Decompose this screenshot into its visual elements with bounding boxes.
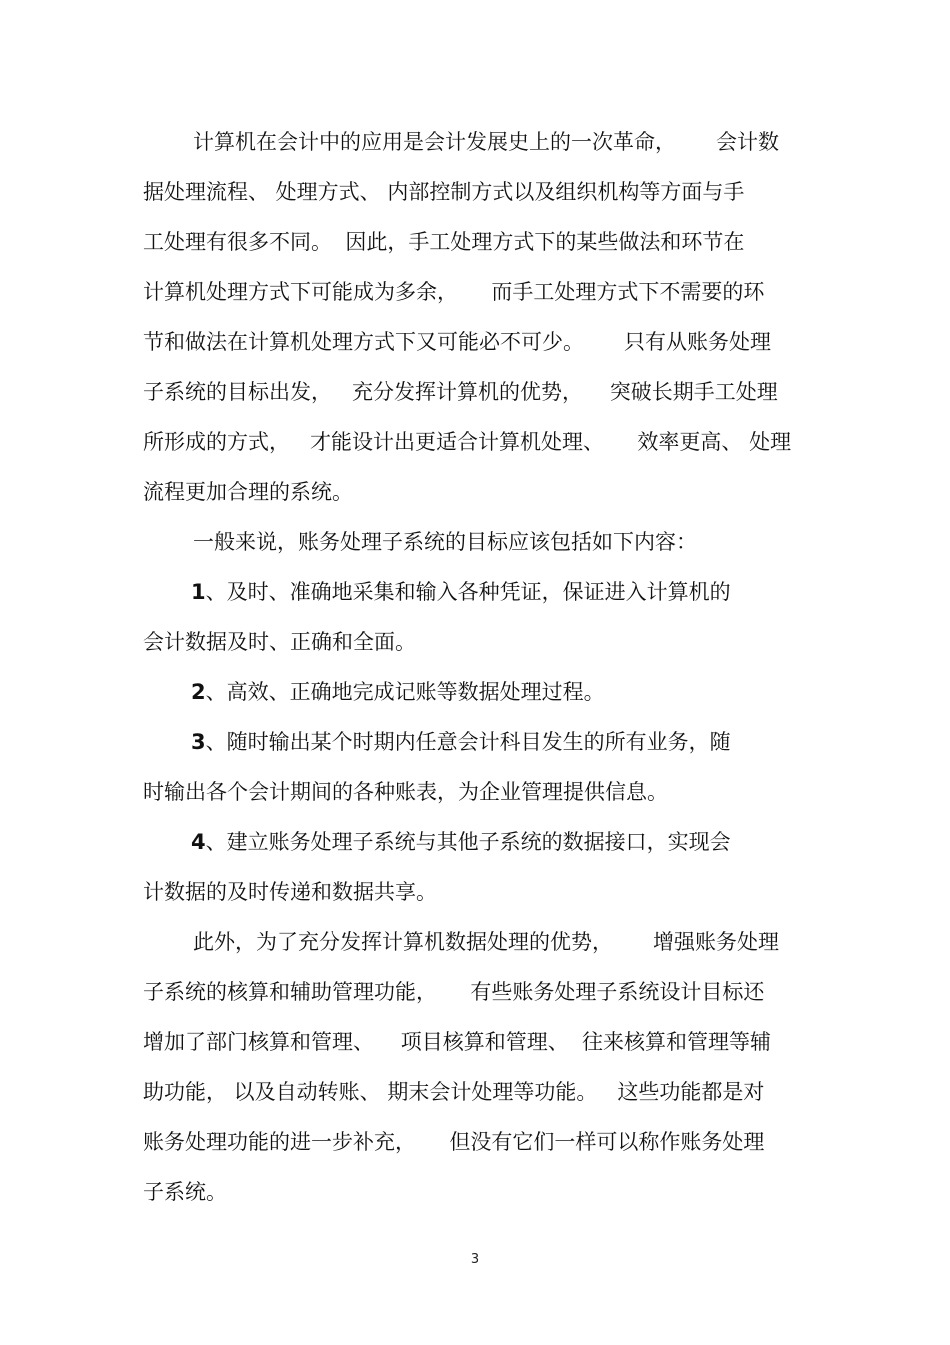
list-item-3-line-2: 时输出各个会计期间的各种账表，为企业管理提供信息。 — [143, 780, 668, 804]
list-item-3-number: 3 — [191, 730, 206, 754]
paragraph1-line-5: 节和做法在计算机处理方式下又可能必不可少。 只有从账务处理 — [143, 330, 772, 354]
list-item-2-number: 2 — [191, 680, 206, 704]
paragraph1-line-8: 流程更加合理的系统。 — [143, 480, 353, 504]
paragraph1-line-3: 工处理有很多不同。 因此，手工处理方式下的某些做法和环节在 — [143, 230, 745, 254]
paragraph1-line-4: 计算机处理方式下可能成为多余， 而手工处理方式下不需要的环 — [143, 280, 765, 304]
paragraph3-line-6: 子系统。 — [143, 1180, 227, 1204]
list-item-1-line-1 — [191, 579, 731, 605]
paragraph3-line-3: 增加了部门核算和管理、 项目核算和管理、 往来核算和管理等辅 — [143, 1030, 772, 1054]
paragraph3-line-2: 子系统的核算和辅助管理功能， 有些账务处理子系统设计目标还 — [143, 980, 765, 1004]
paragraph1-line-7: 所形成的方式， 才能设计出更适合计算机处理、 效率更高、 处理 — [143, 430, 792, 454]
paragraph2-text: 一般来说，账务处理子系统的目标应该包括如下内容： — [193, 530, 697, 554]
paragraph3-line-4: 助功能， 以及自动转账、 期末会计处理等功能。 这些功能都是对 — [143, 1080, 765, 1104]
list-item-2-text: 、高效、正确地完成记账等数据处理过程。 — [205, 680, 605, 704]
list-item-3-line-1 — [191, 729, 731, 755]
list-item-3-text: 、随时输出某个时期内任意会计科目发生的所有业务，随 — [205, 730, 731, 754]
list-item-4-line-2: 计数据的及时传递和数据共享。 — [143, 880, 437, 904]
list-item-1-line-2: 会计数据及时、正确和全面。 — [143, 630, 416, 654]
list-item-1-text: 、及时、准确地采集和输入各种凭证，保证进入计算机的 — [205, 580, 731, 604]
page-number: 3 — [470, 1252, 480, 1267]
list-item-4-line-1 — [191, 829, 731, 855]
list-item-1-number: 1 — [191, 580, 206, 604]
list-item-2-line-1 — [191, 679, 605, 705]
paragraph1-line-2: 据处理流程、 处理方式、 内部控制方式以及组织机构等方面与手 — [143, 180, 745, 204]
list-item-4-number: 4 — [191, 830, 206, 854]
paragraph3-line-1: 此外，为了充分发挥计算机数据处理的优势， 增强账务处理 — [193, 930, 780, 954]
paragraph1-line-1: 计算机在会计中的应用是会计发展史上的一次革命， 会计数 — [193, 130, 780, 154]
paragraph1-line-6: 子系统的目标出发， 充分发挥计算机的优势， 突破长期手工处理 — [143, 380, 778, 404]
paragraph3-line-5: 账务处理功能的进一步补充， 但没有它们一样可以称作账务处理 — [143, 1130, 765, 1154]
list-item-4-text: 、建立账务处理子系统与其他子系统的数据接口，实现会 — [205, 830, 731, 854]
